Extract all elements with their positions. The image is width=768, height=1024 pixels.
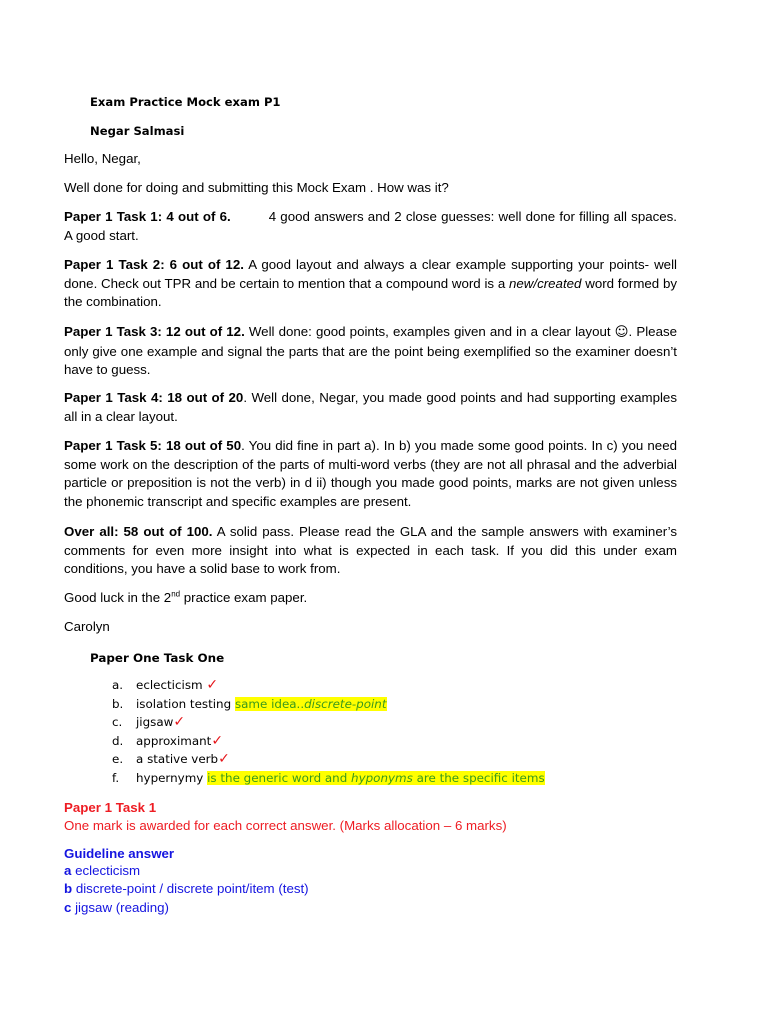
- task3-comment-b: . Please only give one example and signal the parts that are the point being exemplified so the examiner doesn’t have to guess.: [64, 324, 678, 378]
- checkmark-icon: ✓: [173, 714, 186, 731]
- intro-paragraph: Well done for doing and submitting this Mock Exam . How was it?: [64, 180, 449, 195]
- smiley-icon: ☺: [614, 325, 629, 340]
- task1-score: Paper 1 Task 1: 4 out of 6.: [64, 209, 231, 224]
- task2-feedback: [64, 256, 677, 312]
- task3-score: Paper 1 Task 3: 12 out of 12.: [64, 324, 245, 339]
- guideline-item: c jigsaw (reading): [64, 900, 169, 915]
- list-item: f. hypernymy is the generic word and hyponyms are the specific items: [112, 770, 545, 785]
- task3-feedback: [64, 323, 677, 380]
- task2-emphasis: new/created: [509, 275, 582, 291]
- task2-comment-b: word formed by the combination.: [64, 275, 677, 310]
- list-item: b. isolation testing same idea..discrete-point: [112, 696, 387, 711]
- list-item: e. a stative verb✓: [112, 751, 230, 768]
- good-luck-line: Good luck in the 2nd practice exam paper.: [64, 589, 308, 605]
- task1-feedback: [64, 208, 677, 245]
- task1-comment: 4 good answers and 2 close guesses: well done for filling all spaces. A good start.: [64, 209, 677, 243]
- list-item: a. eclecticism ✓: [112, 677, 219, 693]
- checkmark-icon: ✓: [218, 751, 230, 768]
- overall-comment: A solid pass. Please read the GLA and the sample answers with examiner’s comments for even more insight into what is expected in each task. If you did this under exam conditions, you have a solid base to work from.: [64, 524, 677, 577]
- student-name: Negar Salmasi: [90, 124, 185, 138]
- checkmark-icon: ✓: [206, 677, 219, 693]
- task5-score: Paper 1 Task 5: 18 out of 50: [64, 438, 242, 453]
- task4-feedback: [64, 389, 677, 426]
- document-title: Exam Practice Mock exam P1: [90, 95, 281, 109]
- task2-score: Paper 1 Task 2: 6 out of 12.: [64, 257, 244, 272]
- greeting: Hello, Negar,: [64, 151, 141, 166]
- guideline-item: a eclecticism: [64, 863, 141, 878]
- task5-comment: . You did fine in part a). In b) you made some good points. In c) you need some work on the description of the parts of multi-word verbs (they are not all phrasal and the adverbial particle or preposition is not the verb) in d ii) though you made good points, marks are not given unless the phonemic transcript and specific examples are present.: [64, 438, 677, 509]
- overall-feedback: [64, 523, 677, 579]
- overall-score: Over all: 58 out of 100.: [64, 524, 213, 539]
- highlight-comment: is the generic word and hyponyms are the specific items: [207, 770, 545, 785]
- list-item: c. jigsaw✓: [112, 714, 186, 731]
- section-title: Paper One Task One: [90, 651, 225, 665]
- guideline-item: b discrete-point / discrete point/item (test): [64, 881, 309, 896]
- guideline-title: Guideline answer: [64, 846, 175, 861]
- checkmark-icon: ✓: [211, 732, 224, 749]
- task4-comment: . Well done, Negar, you made good points and had supporting examples all in a clear layout.: [64, 390, 677, 424]
- answer-list: [112, 676, 545, 788]
- list-item: d. approximant✓: [112, 732, 224, 749]
- task4-score: Paper 1 Task 4: 18 out of 20: [64, 390, 244, 405]
- signature: Carolyn: [64, 619, 110, 634]
- highlight-comment: same idea..discrete-point: [234, 696, 387, 711]
- marking-text: One mark is awarded for each correct answer. (Marks allocation – 6 marks): [64, 818, 507, 833]
- marking-title: Paper 1 Task 1: [64, 800, 157, 815]
- task2-comment-a: A good layout and always a clear example supporting your points- well done. Check out TPR and be certain to mention that a compound word is a: [64, 257, 677, 291]
- task5-feedback: [64, 437, 677, 511]
- task3-comment-a: Well done: good points, examples given and in a clear layout: [244, 324, 615, 339]
